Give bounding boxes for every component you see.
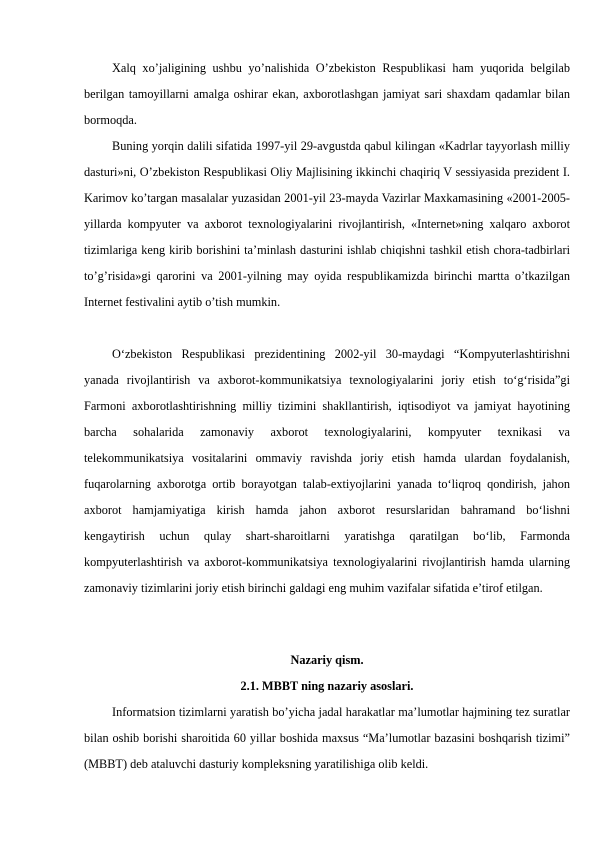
subsection-title: 2.1. MBBT ning nazariy asoslari. (240, 679, 414, 693)
paragraph-presidential-decree: O‘zbekiston Respublikasi prezidentining 2002-yil 30-maydagi “Kompyuterlashtirishni yanada rivojlantirish va axborot-kommunikatsiya texnologiyalarini joriy etish to‘g‘risida”gi Farmoni axborotlashtirishning milliy tizimini shakllantirish, iqtisodiyot va jamiyat hayotining barcha sohalarida zamonaviy axborot texnologiyalarini, kompyuter texnikasi va telekommunikatsiya vositalarini ommaviy ravishda joriy etish hamda ulardan foydalanish, fuqarolarning axborotga ortib borayotgan talab-extiyojlarini yanada to‘liqroq qondirish, jahon axborot hamjamiyatiga kirish hamda jahon axborot resurslaridan bahramand bo‘lishni kengaytirish uchun qulay shart-sharoitlarni yaratishga qaratilgan bo‘lib, Farmonda kompyuterlashtirish va axborot-kommunikatsiya texnologiyalarini rivojlantirish hamda ularning zamonaviy tizimlarini joriy etish birinchi galdagi eng muhim vazifalar sifatida e’tirof etilgan. (84, 347, 570, 595)
paragraph-decrees: Buning yorqin dalili sifatida 1997-yil 29-avgustda qabul kilingan «Kadrlar tayyorlash milliy dasturi»ni, O’zbekiston Respublikasi Oliy Majlisining ikkinchi chaqiriq V sessiyasida prezident I. Karimov ko’targan masalalar yuzasidan 2001-yil 23-mayda Vazirlar Maxkamasining «2001-2005-yillarda kompyuter va axborot texnologiyalarini rivojlantirish, «Internet»ning xalqaro axborot tizimlariga keng kirib borishini ta’minlash dasturini ishlab chiqishni tashkil etish chora-tadbirlari to’g’risida»gi qarorini va 2001-yilning may oyida respublikamizda birinchi martta o’tkazilgan Internet festivalini aytib o’tish mumkin. (84, 139, 570, 309)
paragraph-dbms-intro: Informatsion tizimlarni yaratish bo’yicha jadal harakatlar ma’lumotlar hajmining tez suratlar bilan oshib borishi sharoitida 60 yillar boshida maxsus “Ma’lumotlar bazasini boshqarish tizimi” (MBBT) deb ataluvchi dasturiy kompleksning yaratilishiga olib keldi. (84, 705, 570, 771)
part-title: Nazariy qism. (290, 653, 364, 667)
paragraph-intro: Xalq xo’jaligining ushbu yo’nalishida O’zbekiston Respublikasi ham yuqorida belgilab berilgan tamoyillarni amalga oshirar ekan, axborotlashgan jamiyat sari shaxdam qadamlar bilan bormoqda. (84, 61, 570, 127)
